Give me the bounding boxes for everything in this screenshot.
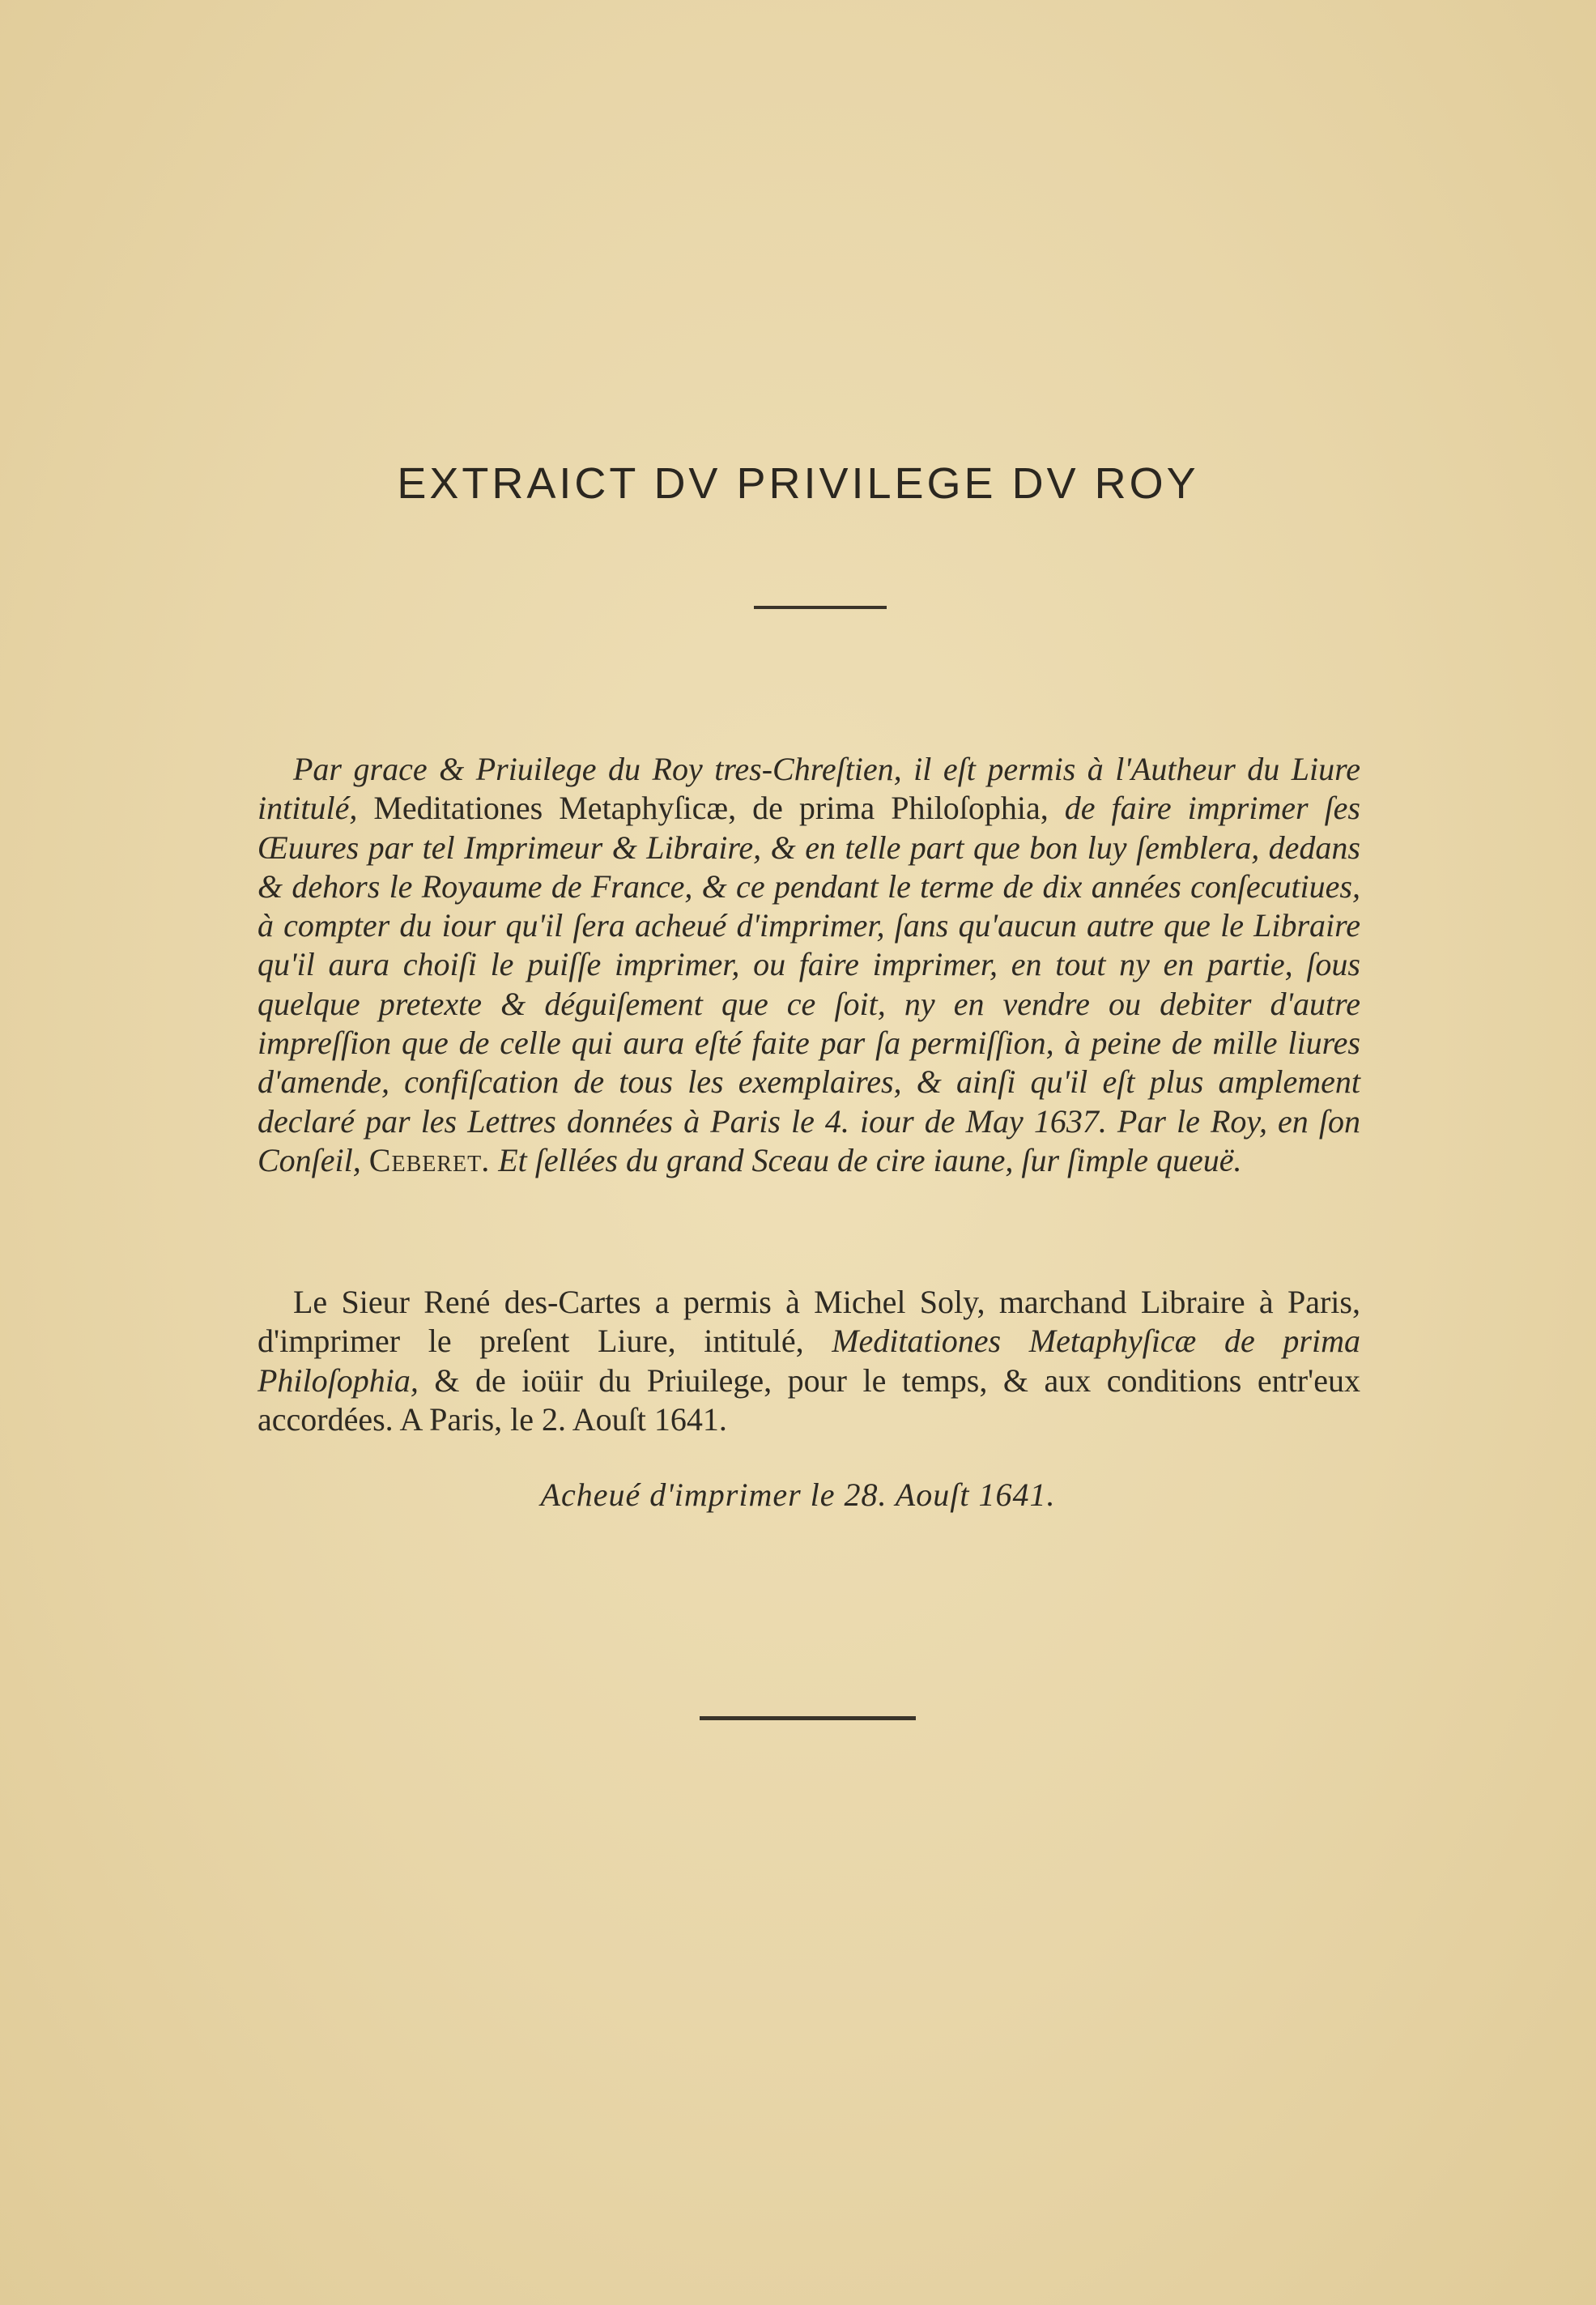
privilege-text-part5: . Et ſellées du grand Sceau de cire iaune, ſur ſimple queuë.	[482, 1141, 1242, 1178]
book-title-reference: Meditationes Metaphyſicæ, de prima Philoſophia,	[373, 790, 1065, 827]
page-title: EXTRAICT DV PRIVILEGE DV ROY	[397, 459, 1199, 508]
permission-text	[257, 1283, 1360, 1439]
permission-text-part3: & de ioüir du Priuilege, pour le temps, & aux conditions entr'eux accordées. A Paris, le 2. Aouſt 1641.	[257, 1361, 1360, 1438]
signatory-name: Ceberet	[368, 1141, 483, 1178]
top-divider	[754, 606, 887, 609]
printing-colophon: Acheué d'imprimer le 28. Aouſt 1641.	[540, 1476, 1056, 1513]
book-title-italic: Meditationes Metaphyſicæ de prima Philoſophia,	[257, 1323, 1360, 1399]
privilege-text-part3: de faire imprimer ſes Œuures par tel Imprimeur & Libraire, & en telle part que bon luy ſemblera, dedans & dehors le Royaume de France, & ce pendant le terme de dix années conſecutiues, à compter du iour qu'il ſera acheué d'imprimer, ſans qu'aucun autre que le Libraire qu'il aura choiſi le puiſſe imprimer, ou faire imprimer, en tout ny en partie, ſous quelque pretexte & déguiſement que ce ſoit, ny en vendre ou debiter d'autre impreſſion que de celle qui aura eſté faite par ſa permiſſion, à peine de mille liures d'amende, confiſcation de tous les exemplaires, & ainſi qu'il eſt plus amplement declaré par les Lettres données à Paris le 4. iour de May 1637. Par le Roy, en ſon Conſeil,	[257, 790, 1360, 1178]
privilege-paragraph	[257, 750, 1360, 1180]
permission-text-part1: Le Sieur René des-Cartes a permis à Michel Soly, marchand Libraire à Paris, d'imprimer le preſent Liure, intitulé,	[257, 1284, 1360, 1360]
bottom-divider	[700, 1716, 916, 1720]
permission-paragraph	[257, 1283, 1360, 1439]
privilege-text	[257, 750, 1360, 1180]
privilege-text-part1: Par grace & Priuilege du Roy tres-Chreſtien, il eſt permis à l'Autheur du Liure intitulé,	[257, 751, 1360, 827]
